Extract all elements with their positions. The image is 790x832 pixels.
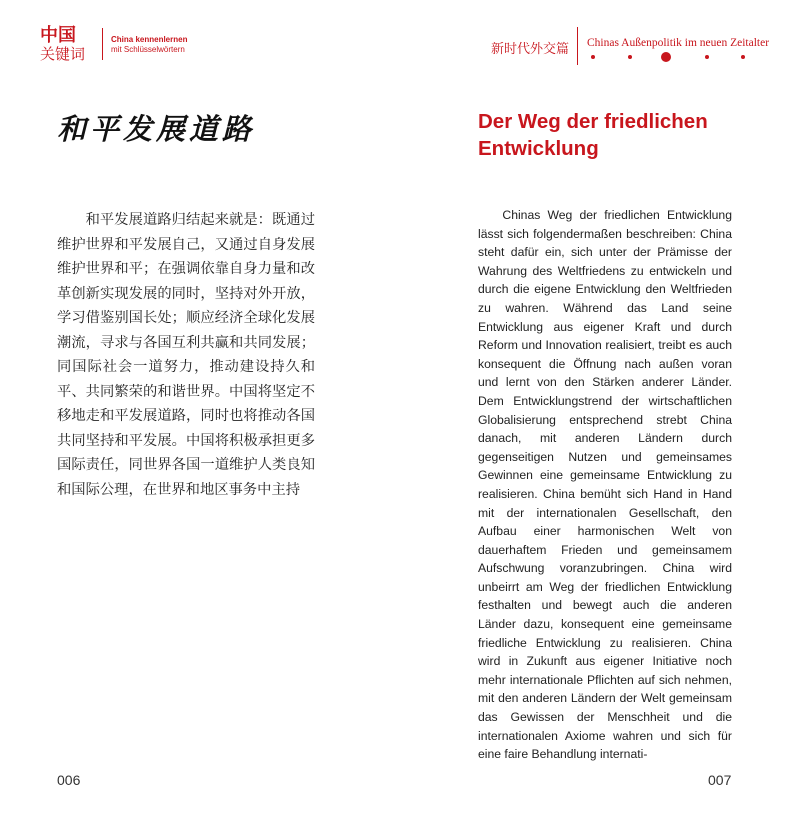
header-dot-5 bbox=[741, 55, 745, 59]
page-number-left: 006 bbox=[57, 772, 81, 788]
brand-subtitle-de bbox=[111, 35, 187, 55]
body-paragraph-de: Chinas Weg der friedlichen Entwicklung lässt sich folgendermaßen beschreiben: China steht dafür ein, sich unter der Prämisse der Wahrung des Weltfriedens zu entwickeln und durch die eigene Entwicklung den Weltfrieden zu wahren. Während das Land seine Entwicklung aus eigener Kraft und durch Reform und Innovation realisiert, treibt es auch konsequent die Öffnung nach außen voran und lernt von den Stärken anderer Länder. Dem Entwicklungstrend der wirtschaftlichen Globalisierung entsprechend strebt China danach, mit anderen Ländern durch gegenseitigen Nutzen und gemeinsames Gewinnen eine gemeinsame Entwicklung zu realisieren. China bemüht sich Hand in Hand mit der internationalen Gesellschaft, den Aufbau einer harmonischen Welt von dauerhaftem Frieden und gemeinsamem Aufschwung voranzubringen. China wird unbeirrt am Weg der friedlichen Entwicklung festhalten und bewegt auch die anderen Länder dazu, konsequent eine gemeinsame friedliche Entwicklung zu realisieren. China wird in Zukunft aus eigener Initiative noch mehr internationale Pflichten auf sich nehmen, mit den anderen Ländern der Welt gemeinsam das Gewissen der Menschheit und die internationalen Axiome wahren und sich für eine faire Behandlung internati- bbox=[478, 208, 732, 762]
right-page bbox=[395, 0, 790, 832]
brand-divider bbox=[102, 28, 103, 60]
header-dot-active bbox=[661, 52, 671, 62]
chapter-title-cn: 和平发展道路 bbox=[57, 112, 256, 146]
section-header-de: Chinas Außenpolitik im neuen Zeitalter bbox=[587, 37, 770, 49]
section-header-cn: 新时代外交篇 bbox=[491, 42, 570, 57]
header-divider bbox=[577, 27, 578, 65]
chapter-title-de: Der Weg der friedlichen Entwicklung bbox=[478, 110, 708, 160]
header-dot-2 bbox=[628, 55, 632, 59]
header-dot-1 bbox=[591, 55, 595, 59]
brand-cn-line1: 中国 bbox=[40, 25, 76, 46]
brand-de-line1: China kennenlernen bbox=[111, 35, 188, 44]
brand-cn-line2: 关键词 bbox=[40, 45, 86, 63]
header-dot-4 bbox=[705, 55, 709, 59]
brand-logo-cn bbox=[40, 26, 85, 64]
body-text-cn: 和平发展道路归结起来就是：既通过维护世界和平发展自己，又通过自身发展维护世界和平；在强调依靠自身力量和改革创新实现发展的同时，坚持对外开放，学习借鉴别国长处；顺应经济全球化发展潮流，寻求与各国互利共赢和共同发展；同国际社会一道努力，推动建设持久和平、共同繁荣的和谐世界。中国将坚定不移地走和平发展道路，同时也将推动各国共同坚持和平发展。中国将积极承担更多国际责任，同世界各国一道维护人类良知和国际公理，在世界和地区事务中主持 bbox=[57, 212, 315, 498]
page-number-right: 007 bbox=[708, 772, 732, 788]
body-text-de bbox=[478, 206, 732, 764]
brand-de-line2: mit Schlüsselwörtern bbox=[111, 45, 185, 54]
